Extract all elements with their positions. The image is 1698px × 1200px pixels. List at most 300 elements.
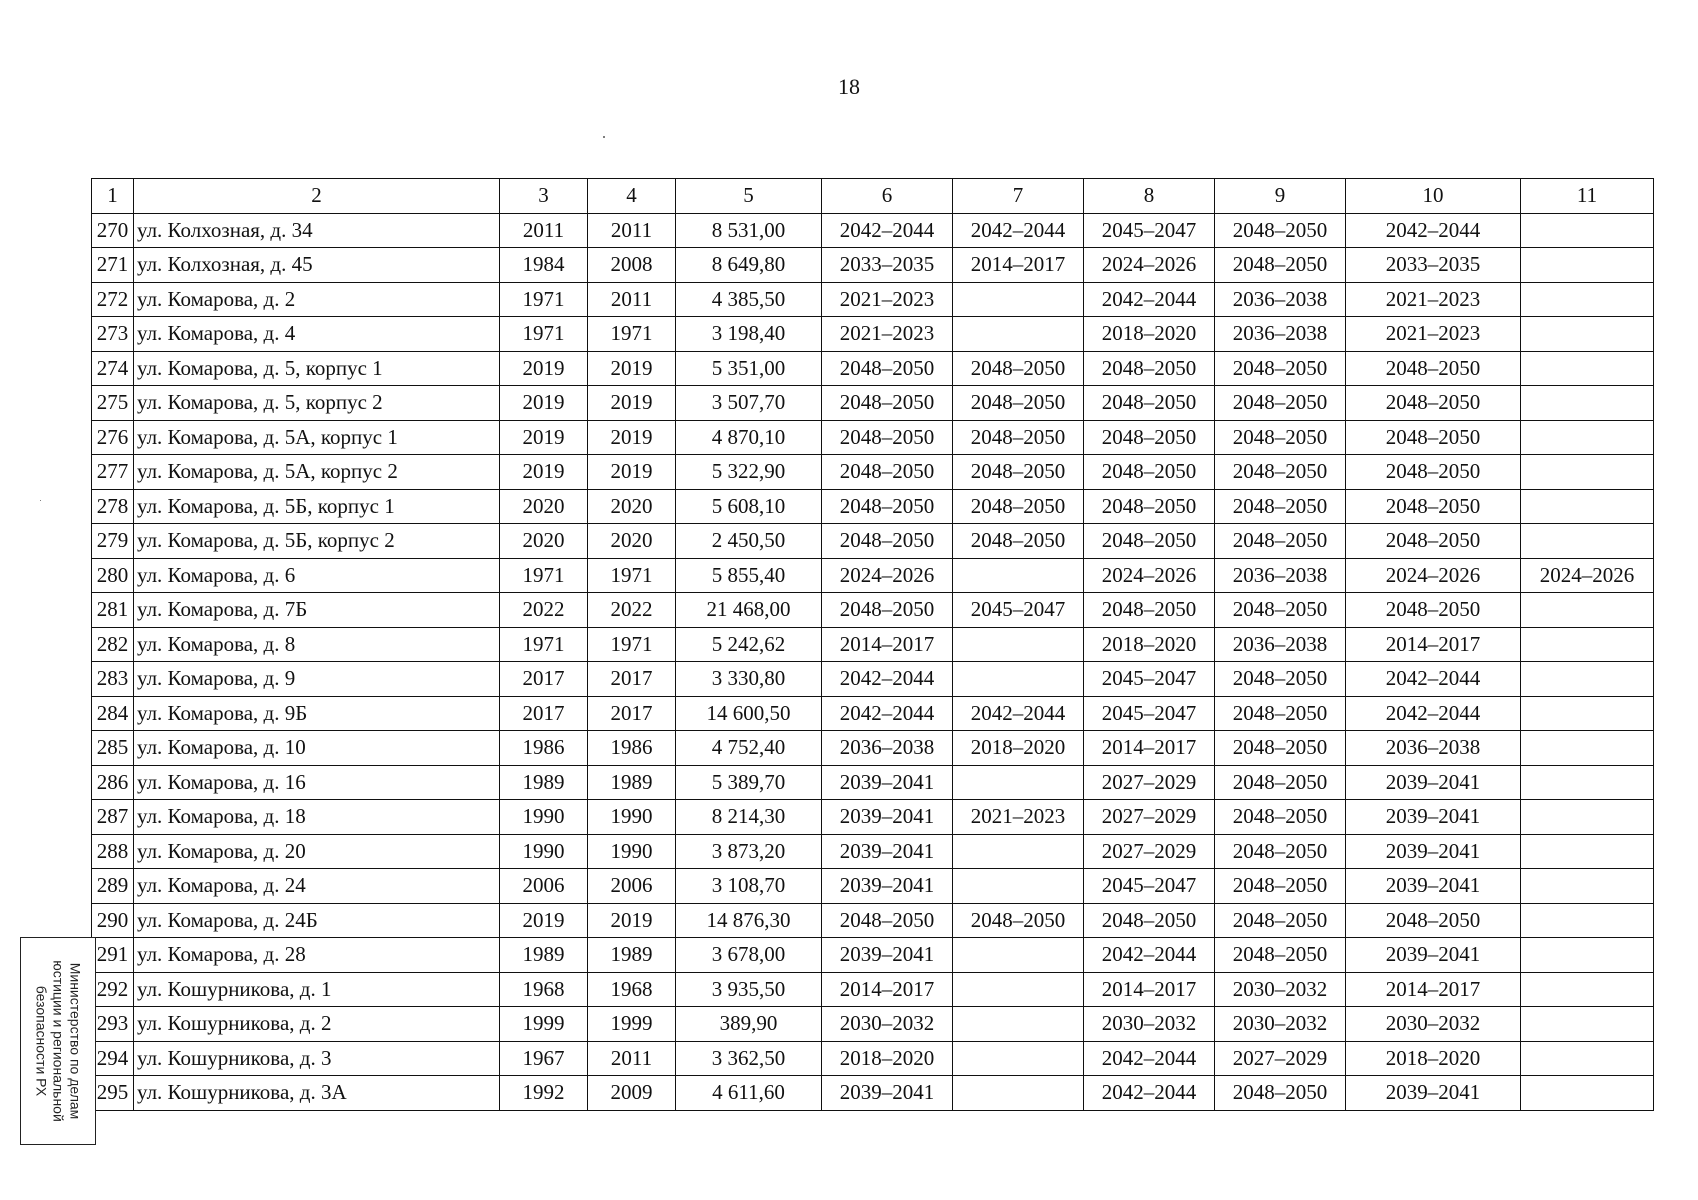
table-cell-col-10: 2036–2038 (1346, 731, 1521, 766)
table-cell-col-4: 1999 (588, 1007, 676, 1042)
table-cell-col-5: 3 108,70 (676, 869, 822, 904)
table-cell-col-1: 282 (92, 627, 134, 662)
table-cell-col-9: 2048–2050 (1215, 869, 1346, 904)
table-cell-col-7: 2048–2050 (953, 524, 1084, 559)
table-cell-col-8: 2030–2032 (1084, 1007, 1215, 1042)
table-cell-col-10: 2048–2050 (1346, 455, 1521, 490)
table-cell-col-7: 2048–2050 (953, 455, 1084, 490)
ministry-stamp (20, 937, 96, 1145)
table-cell-col-11 (1521, 317, 1654, 352)
table-cell-col-7 (953, 627, 1084, 662)
table-row (92, 213, 1654, 248)
table-cell-col-6: 2021–2023 (822, 317, 953, 352)
table-cell-col-5: 3 935,50 (676, 972, 822, 1007)
table-cell-col-5: 4 752,40 (676, 731, 822, 766)
table-cell-col-5: 3 678,00 (676, 938, 822, 973)
table-cell-col-6: 2039–2041 (822, 800, 953, 835)
table-row (92, 765, 1654, 800)
table-cell-col-1: 272 (92, 282, 134, 317)
column-header-4: 4 (588, 179, 676, 214)
table-cell-col-10: 2024–2026 (1346, 558, 1521, 593)
table-cell-col-1: 288 (92, 834, 134, 869)
table-cell-col-5: 8 214,30 (676, 800, 822, 835)
table-cell-col-5: 3 362,50 (676, 1041, 822, 1076)
table-cell-col-8: 2014–2017 (1084, 731, 1215, 766)
table-cell-col-3: 1990 (500, 800, 588, 835)
table-cell-col-4: 2020 (588, 524, 676, 559)
table-cell-col-1: 271 (92, 248, 134, 283)
table-cell-col-6: 2018–2020 (822, 1041, 953, 1076)
column-header-8: 8 (1084, 179, 1215, 214)
table-row (92, 834, 1654, 869)
table-cell-col-8: 2048–2050 (1084, 524, 1215, 559)
table-cell-col-10: 2042–2044 (1346, 662, 1521, 697)
table-cell-col-8: 2018–2020 (1084, 627, 1215, 662)
table-cell-col-6: 2033–2035 (822, 248, 953, 283)
table-cell-col-9: 2048–2050 (1215, 386, 1346, 421)
table-cell-col-7: 2045–2047 (953, 593, 1084, 628)
table-cell-col-5: 5 322,90 (676, 455, 822, 490)
table-cell-col-9: 2048–2050 (1215, 489, 1346, 524)
table-cell-col-1: 275 (92, 386, 134, 421)
table-cell-col-10: 2039–2041 (1346, 1076, 1521, 1111)
table-cell-col-4: 2019 (588, 455, 676, 490)
table-cell-col-11 (1521, 972, 1654, 1007)
table-cell-col-1: 285 (92, 731, 134, 766)
table-cell-col-11 (1521, 696, 1654, 731)
table-cell-col-3: 2019 (500, 351, 588, 386)
table-cell-col-7 (953, 834, 1084, 869)
table-cell-col-10: 2042–2044 (1346, 213, 1521, 248)
table-cell-col-11 (1521, 662, 1654, 697)
table-cell-col-2: ул. Колхозная, д. 34 (134, 213, 500, 248)
table-cell-col-4: 2017 (588, 696, 676, 731)
table-cell-col-7 (953, 765, 1084, 800)
table-cell-col-1: 287 (92, 800, 134, 835)
table-cell-col-9: 2048–2050 (1215, 213, 1346, 248)
table-cell-col-4: 1989 (588, 765, 676, 800)
table-cell-col-11 (1521, 765, 1654, 800)
table-cell-col-1: 280 (92, 558, 134, 593)
table-cell-col-6: 2039–2041 (822, 938, 953, 973)
table-cell-col-11 (1521, 455, 1654, 490)
table-cell-col-1: 284 (92, 696, 134, 731)
table-cell-col-3: 1999 (500, 1007, 588, 1042)
table-cell-col-8: 2024–2026 (1084, 558, 1215, 593)
stamp-line: Министерство по делам (67, 962, 84, 1120)
table-cell-col-2: ул. Кошурникова, д. 2 (134, 1007, 500, 1042)
table-cell-col-9: 2027–2029 (1215, 1041, 1346, 1076)
table-cell-col-2: ул. Комарова, д. 28 (134, 938, 500, 973)
table-cell-col-9: 2048–2050 (1215, 834, 1346, 869)
table-row (92, 731, 1654, 766)
table-cell-col-11 (1521, 524, 1654, 559)
table-cell-col-3: 1992 (500, 1076, 588, 1111)
table-cell-col-11 (1521, 800, 1654, 835)
table-cell-col-7: 2018–2020 (953, 731, 1084, 766)
table-cell-col-7 (953, 1076, 1084, 1111)
table-cell-col-11 (1521, 938, 1654, 973)
column-header-9: 9 (1215, 179, 1346, 214)
table-cell-col-11 (1521, 869, 1654, 904)
table-cell-col-4: 2022 (588, 593, 676, 628)
table-cell-col-6: 2039–2041 (822, 1076, 953, 1111)
table-cell-col-1: 279 (92, 524, 134, 559)
table-cell-col-1: 294 (92, 1041, 134, 1076)
table-header-row (92, 179, 1654, 214)
table-cell-col-10: 2039–2041 (1346, 938, 1521, 973)
table-cell-col-4: 1968 (588, 972, 676, 1007)
table-cell-col-1: 291 (92, 938, 134, 973)
table-cell-col-10: 2048–2050 (1346, 351, 1521, 386)
table-row (92, 420, 1654, 455)
table-cell-col-6: 2048–2050 (822, 903, 953, 938)
table-row (92, 869, 1654, 904)
table-cell-col-6: 2042–2044 (822, 662, 953, 697)
table-cell-col-1: 286 (92, 765, 134, 800)
table-cell-col-10: 2021–2023 (1346, 317, 1521, 352)
table-cell-col-7 (953, 282, 1084, 317)
table-cell-col-8: 2048–2050 (1084, 351, 1215, 386)
table-cell-col-2: ул. Комарова, д. 6 (134, 558, 500, 593)
table-row (92, 455, 1654, 490)
table-cell-col-3: 2019 (500, 903, 588, 938)
table-cell-col-5: 4 611,60 (676, 1076, 822, 1111)
table-cell-col-1: 276 (92, 420, 134, 455)
table-cell-col-7: 2048–2050 (953, 903, 1084, 938)
table-cell-col-3: 1968 (500, 972, 588, 1007)
table-cell-col-10: 2018–2020 (1346, 1041, 1521, 1076)
table-cell-col-11 (1521, 834, 1654, 869)
table-cell-col-1: 283 (92, 662, 134, 697)
stamp-text (33, 941, 84, 1141)
table-cell-col-6: 2048–2050 (822, 420, 953, 455)
table-row (92, 524, 1654, 559)
table-cell-col-6: 2014–2017 (822, 627, 953, 662)
table-cell-col-3: 2017 (500, 662, 588, 697)
table-row (92, 317, 1654, 352)
table-cell-col-9: 2048–2050 (1215, 420, 1346, 455)
table-row (92, 938, 1654, 973)
table-cell-col-1: 274 (92, 351, 134, 386)
table-cell-col-3: 2022 (500, 593, 588, 628)
table-cell-col-11 (1521, 903, 1654, 938)
table-cell-col-7 (953, 558, 1084, 593)
table-cell-col-11 (1521, 420, 1654, 455)
table-cell-col-6: 2048–2050 (822, 593, 953, 628)
table-cell-col-2: ул. Комарова, д. 5А, корпус 1 (134, 420, 500, 455)
table-cell-col-8: 2045–2047 (1084, 662, 1215, 697)
scan-speck (603, 136, 605, 138)
table-cell-col-9: 2048–2050 (1215, 938, 1346, 973)
table-cell-col-3: 1971 (500, 317, 588, 352)
table-cell-col-6: 2021–2023 (822, 282, 953, 317)
table-cell-col-5: 8 649,80 (676, 248, 822, 283)
table-cell-col-11 (1521, 351, 1654, 386)
table-row (92, 903, 1654, 938)
table-cell-col-7: 2048–2050 (953, 420, 1084, 455)
table-cell-col-7: 2014–2017 (953, 248, 1084, 283)
table-cell-col-8: 2042–2044 (1084, 282, 1215, 317)
table-cell-col-9: 2036–2038 (1215, 558, 1346, 593)
table-row (92, 627, 1654, 662)
page-number: 18 (838, 74, 860, 99)
table-cell-col-3: 1989 (500, 938, 588, 973)
table-cell-col-9: 2036–2038 (1215, 282, 1346, 317)
table-cell-col-6: 2039–2041 (822, 834, 953, 869)
table-cell-col-1: 293 (92, 1007, 134, 1042)
table-cell-col-7: 2048–2050 (953, 351, 1084, 386)
table-cell-col-7: 2021–2023 (953, 800, 1084, 835)
table-cell-col-8: 2045–2047 (1084, 869, 1215, 904)
table-row (92, 558, 1654, 593)
table-cell-col-1: 270 (92, 213, 134, 248)
scan-speck (40, 500, 41, 501)
table-cell-col-9: 2048–2050 (1215, 903, 1346, 938)
table-cell-col-5: 5 855,40 (676, 558, 822, 593)
table-cell-col-6: 2042–2044 (822, 213, 953, 248)
table-cell-col-10: 2014–2017 (1346, 972, 1521, 1007)
table-cell-col-7: 2042–2044 (953, 213, 1084, 248)
table-cell-col-9: 2036–2038 (1215, 627, 1346, 662)
table-cell-col-5: 3 873,20 (676, 834, 822, 869)
table-cell-col-10: 2048–2050 (1346, 420, 1521, 455)
table-cell-col-9: 2048–2050 (1215, 731, 1346, 766)
table-cell-col-5: 3 330,80 (676, 662, 822, 697)
table-cell-col-5: 5 608,10 (676, 489, 822, 524)
table-cell-col-4: 1990 (588, 834, 676, 869)
table-cell-col-10: 2021–2023 (1346, 282, 1521, 317)
table-row (92, 593, 1654, 628)
table-cell-col-6: 2039–2041 (822, 869, 953, 904)
table-cell-col-11: 2024–2026 (1521, 558, 1654, 593)
table-cell-col-6: 2048–2050 (822, 524, 953, 559)
table-cell-col-2: ул. Комарова, д. 5Б, корпус 2 (134, 524, 500, 559)
column-header-3: 3 (500, 179, 588, 214)
table-cell-col-10: 2048–2050 (1346, 489, 1521, 524)
table-row (92, 662, 1654, 697)
table-cell-col-9: 2048–2050 (1215, 696, 1346, 731)
table-cell-col-2: ул. Комарова, д. 5, корпус 1 (134, 351, 500, 386)
table-cell-col-4: 1990 (588, 800, 676, 835)
table-cell-col-9: 2048–2050 (1215, 593, 1346, 628)
table-cell-col-8: 2027–2029 (1084, 800, 1215, 835)
table-cell-col-4: 2020 (588, 489, 676, 524)
table-cell-col-11 (1521, 731, 1654, 766)
table-cell-col-4: 1971 (588, 317, 676, 352)
table-cell-col-9: 2048–2050 (1215, 1076, 1346, 1111)
column-header-11: 11 (1521, 179, 1654, 214)
table-cell-col-8: 2048–2050 (1084, 420, 1215, 455)
table-cell-col-4: 1971 (588, 558, 676, 593)
column-header-2: 2 (134, 179, 500, 214)
table-cell-col-2: ул. Комарова, д. 5А, корпус 2 (134, 455, 500, 490)
column-header-7: 7 (953, 179, 1084, 214)
table-cell-col-9: 2048–2050 (1215, 455, 1346, 490)
table-cell-col-4: 2011 (588, 213, 676, 248)
table-cell-col-1: 278 (92, 489, 134, 524)
table-cell-col-4: 2011 (588, 282, 676, 317)
table-cell-col-4: 2019 (588, 903, 676, 938)
table-cell-col-3: 2019 (500, 386, 588, 421)
table-cell-col-2: ул. Кошурникова, д. 3 (134, 1041, 500, 1076)
table-cell-col-8: 2042–2044 (1084, 938, 1215, 973)
table-row (92, 972, 1654, 1007)
table-cell-col-3: 1971 (500, 282, 588, 317)
table-cell-col-4: 1989 (588, 938, 676, 973)
table-cell-col-10: 2048–2050 (1346, 524, 1521, 559)
table-cell-col-6: 2042–2044 (822, 696, 953, 731)
table-cell-col-11 (1521, 386, 1654, 421)
table-cell-col-2: ул. Колхозная, д. 45 (134, 248, 500, 283)
table-cell-col-4: 2017 (588, 662, 676, 697)
table-cell-col-5: 14 600,50 (676, 696, 822, 731)
table-cell-col-7 (953, 317, 1084, 352)
table-cell-col-9: 2048–2050 (1215, 351, 1346, 386)
table-cell-col-4: 1971 (588, 627, 676, 662)
table-cell-col-8: 2014–2017 (1084, 972, 1215, 1007)
table-cell-col-7 (953, 938, 1084, 973)
table-cell-col-2: ул. Комарова, д. 2 (134, 282, 500, 317)
table-cell-col-4: 2019 (588, 351, 676, 386)
table-cell-col-5: 8 531,00 (676, 213, 822, 248)
table-cell-col-5: 5 351,00 (676, 351, 822, 386)
table-cell-col-1: 273 (92, 317, 134, 352)
table-cell-col-11 (1521, 627, 1654, 662)
table-cell-col-10: 2048–2050 (1346, 386, 1521, 421)
table-cell-col-2: ул. Комарова, д. 10 (134, 731, 500, 766)
table-cell-col-8: 2042–2044 (1084, 1041, 1215, 1076)
table-cell-col-10: 2014–2017 (1346, 627, 1521, 662)
table-cell-col-7 (953, 662, 1084, 697)
table-row (92, 1007, 1654, 1042)
table-cell-col-8: 2048–2050 (1084, 489, 1215, 524)
table-cell-col-9: 2048–2050 (1215, 524, 1346, 559)
table-cell-col-10: 2048–2050 (1346, 903, 1521, 938)
table-cell-col-11 (1521, 489, 1654, 524)
table-cell-col-7 (953, 869, 1084, 904)
table-cell-col-8: 2048–2050 (1084, 903, 1215, 938)
table-cell-col-6: 2048–2050 (822, 455, 953, 490)
table-row (92, 489, 1654, 524)
table-cell-col-2: ул. Комарова, д. 16 (134, 765, 500, 800)
table-cell-col-2: ул. Кошурникова, д. 3А (134, 1076, 500, 1111)
table-cell-col-3: 2020 (500, 524, 588, 559)
table-cell-col-2: ул. Комарова, д. 18 (134, 800, 500, 835)
table-cell-col-4: 2019 (588, 420, 676, 455)
table-cell-col-4: 1986 (588, 731, 676, 766)
table-cell-col-3: 2019 (500, 455, 588, 490)
table-cell-col-7 (953, 1041, 1084, 1076)
table-cell-col-11 (1521, 1076, 1654, 1111)
table-row (92, 1041, 1654, 1076)
table-cell-col-6: 2030–2032 (822, 1007, 953, 1042)
table-cell-col-3: 1971 (500, 558, 588, 593)
table-cell-col-11 (1521, 1007, 1654, 1042)
table-row (92, 1076, 1654, 1111)
stamp-line: безопасности РХ (33, 985, 50, 1097)
table-cell-col-2: ул. Комарова, д. 8 (134, 627, 500, 662)
table-cell-col-9: 2048–2050 (1215, 248, 1346, 283)
table-row (92, 351, 1654, 386)
table-cell-col-1: 277 (92, 455, 134, 490)
table-cell-col-7: 2048–2050 (953, 386, 1084, 421)
table-cell-col-10: 2039–2041 (1346, 869, 1521, 904)
table-cell-col-4: 2011 (588, 1041, 676, 1076)
table-cell-col-5: 2 450,50 (676, 524, 822, 559)
table-cell-col-10: 2042–2044 (1346, 696, 1521, 731)
table-cell-col-2: ул. Кошурникова, д. 1 (134, 972, 500, 1007)
table-cell-col-2: ул. Комарова, д. 5Б, корпус 1 (134, 489, 500, 524)
table-cell-col-9: 2030–2032 (1215, 1007, 1346, 1042)
table-body (92, 213, 1654, 1110)
table-cell-col-7 (953, 1007, 1084, 1042)
table-cell-col-5: 389,90 (676, 1007, 822, 1042)
table-cell-col-3: 1989 (500, 765, 588, 800)
table-cell-col-3: 1971 (500, 627, 588, 662)
table-cell-col-8: 2024–2026 (1084, 248, 1215, 283)
table-cell-col-1: 290 (92, 903, 134, 938)
table-cell-col-6: 2036–2038 (822, 731, 953, 766)
table-cell-col-1: 281 (92, 593, 134, 628)
table-cell-col-11 (1521, 213, 1654, 248)
table-cell-col-3: 1986 (500, 731, 588, 766)
table-cell-col-10: 2030–2032 (1346, 1007, 1521, 1042)
table-cell-col-3: 1984 (500, 248, 588, 283)
housing-register-table (91, 178, 1654, 1111)
table-cell-col-2: ул. Комарова, д. 7Б (134, 593, 500, 628)
table-cell-col-8: 2027–2029 (1084, 834, 1215, 869)
table-row (92, 386, 1654, 421)
table-cell-col-7 (953, 972, 1084, 1007)
table-cell-col-5: 3 507,70 (676, 386, 822, 421)
table-row (92, 800, 1654, 835)
table-cell-col-1: 295 (92, 1076, 134, 1111)
table-row (92, 248, 1654, 283)
table-cell-col-5: 5 242,62 (676, 627, 822, 662)
table-cell-col-1: 292 (92, 972, 134, 1007)
table-cell-col-5: 3 198,40 (676, 317, 822, 352)
table-cell-col-10: 2039–2041 (1346, 800, 1521, 835)
table-cell-col-11 (1521, 248, 1654, 283)
table-cell-col-9: 2048–2050 (1215, 800, 1346, 835)
column-header-6: 6 (822, 179, 953, 214)
table-cell-col-8: 2048–2050 (1084, 593, 1215, 628)
column-header-1: 1 (92, 179, 134, 214)
table-cell-col-2: ул. Комарова, д. 5, корпус 2 (134, 386, 500, 421)
column-header-10: 10 (1346, 179, 1521, 214)
table-cell-col-8: 2048–2050 (1084, 386, 1215, 421)
table-cell-col-5: 4 385,50 (676, 282, 822, 317)
table-cell-col-5: 21 468,00 (676, 593, 822, 628)
table-cell-col-11 (1521, 282, 1654, 317)
table-cell-col-8: 2045–2047 (1084, 696, 1215, 731)
table-cell-col-2: ул. Комарова, д. 20 (134, 834, 500, 869)
table-cell-col-9: 2048–2050 (1215, 662, 1346, 697)
table-cell-col-3: 2017 (500, 696, 588, 731)
table-cell-col-11 (1521, 1041, 1654, 1076)
table-cell-col-8: 2018–2020 (1084, 317, 1215, 352)
table-row (92, 696, 1654, 731)
table-cell-col-6: 2014–2017 (822, 972, 953, 1007)
table-cell-col-8: 2042–2044 (1084, 1076, 1215, 1111)
table-cell-col-4: 2019 (588, 386, 676, 421)
table-cell-col-2: ул. Комарова, д. 9Б (134, 696, 500, 731)
table-cell-col-7: 2042–2044 (953, 696, 1084, 731)
table-cell-col-10: 2033–2035 (1346, 248, 1521, 283)
table-cell-col-11 (1521, 593, 1654, 628)
table-cell-col-1: 289 (92, 869, 134, 904)
